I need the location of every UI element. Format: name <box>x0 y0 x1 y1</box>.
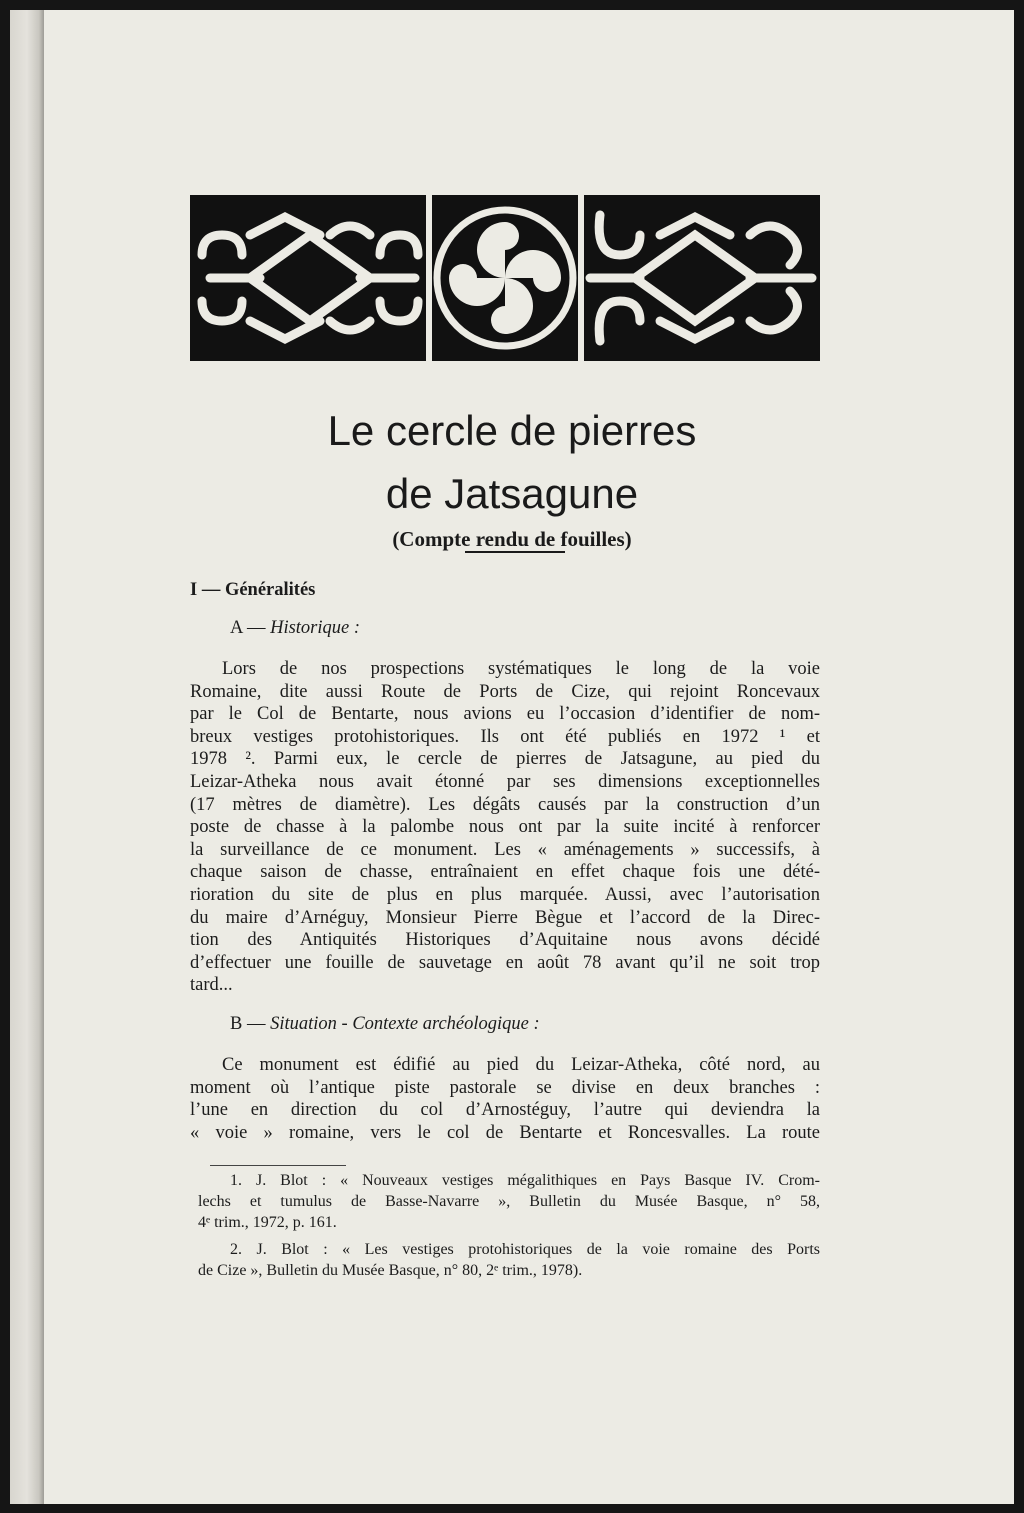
paragraph-line: du maire d’Arnéguy, Monsieur Pierre Bègue et l’accord de la Direc- <box>190 907 820 928</box>
title-divider <box>465 551 565 553</box>
paragraph-line: tard... <box>190 975 233 996</box>
article-title-line-2: de Jatsagune <box>385 470 639 517</box>
footnote-line: 2. J. Blot : « Les vestiges protohistoriques de la voie romaine des Ports <box>230 1241 820 1258</box>
footnote-line: lechs et tumulus de Basse-Navarre », Bulletin du Musée Basque, n° 58, <box>198 1193 820 1210</box>
paragraph-line: poste de chasse à la palombe nous ont par la suite incité à renforcer <box>190 817 820 838</box>
paragraph-line: chaque saison de chasse, entraînaient en effet chaque fois une dété- <box>190 862 820 883</box>
paragraph-line: rioration du site de plus en plus marquée. Aussi, avec l’autorisation <box>190 884 820 905</box>
footnote-2 <box>198 1239 820 1281</box>
paragraph-line: l’une en direction du col d’Arnostéguy, l’autre qui deviendra la <box>190 1100 820 1121</box>
document-page <box>10 10 1014 1504</box>
article-title-line-1: Le cercle de pierres <box>327 407 697 454</box>
subsection-prefix: A — <box>230 618 271 638</box>
paragraph-line: Ce monument est édifié au pied du Leizar-Atheka, côté nord, au <box>222 1055 820 1075</box>
paragraph-line: Leizar-Atheka nous avait étonné par ses dimensions exceptionnelles <box>190 771 820 792</box>
basque-lauburu-ornament-icon <box>190 195 820 361</box>
paragraph-line: (17 mètres de diamètre). Les dégâts causés par la construction d’un <box>190 794 820 815</box>
paragraph-line: d’effectuer une fouille de sauvetage en août 78 avant qu’il ne soit trop <box>190 952 820 973</box>
section-heading: I — Généralités <box>190 580 316 600</box>
paragraph-line: « voie » romaine, vers le col de Bentarte et Roncesvalles. La route <box>190 1122 820 1143</box>
paragraph-line: la surveillance de ce monument. Les « aménagements » successifs, à <box>190 839 820 860</box>
footnote-line: 4ᵉ trim., 1972, p. 161. <box>198 1214 337 1231</box>
paragraph-line: 1978 ². Parmi eux, le cercle de pierres de Jatsagune, au pied du <box>190 749 820 770</box>
paragraph-line: tion des Antiquités Historiques d’Aquitaine nous avons décidé <box>190 930 820 951</box>
book-spine-shadow <box>10 10 44 1504</box>
paragraph-situation <box>190 1054 820 1144</box>
paragraph-line: Romaine, dite aussi Route de Ports de Cize, qui rejoint Roncevaux <box>190 681 820 702</box>
subsection-prefix: B — <box>230 1014 271 1034</box>
footnote-line: 1. J. Blot : « Nouveaux vestiges mégalithiques en Pays Basque IV. Crom- <box>230 1172 820 1189</box>
paragraph-historique <box>190 658 820 997</box>
paragraph-line: breux vestiges protohistoriques. Ils ont été publiés en 1972 ¹ et <box>190 726 820 747</box>
subsection-label: Historique : <box>270 618 361 638</box>
subsection-heading-b <box>230 1013 860 1036</box>
paragraph-line: Lors de nos prospections systématiques le long de la voie <box>222 659 820 679</box>
footnote-1 <box>198 1170 820 1233</box>
article-subtitle: (Compte rendu de fouilles) <box>392 527 632 551</box>
paragraph-line: moment où l’antique piste pastorale se divise en deux branches : <box>190 1077 820 1098</box>
subsection-heading-a <box>230 617 860 640</box>
footnote-line: de Cize », Bulletin du Musée Basque, n° 80, 2ᵉ trim., 1978). <box>198 1262 583 1279</box>
paragraph-line: par le Col de Bentarte, nous avions eu l’occasion d’identifier de nom- <box>190 704 820 725</box>
footnote-divider <box>210 1165 346 1166</box>
subsection-label: Situation - Contexte archéologique : <box>270 1014 540 1034</box>
